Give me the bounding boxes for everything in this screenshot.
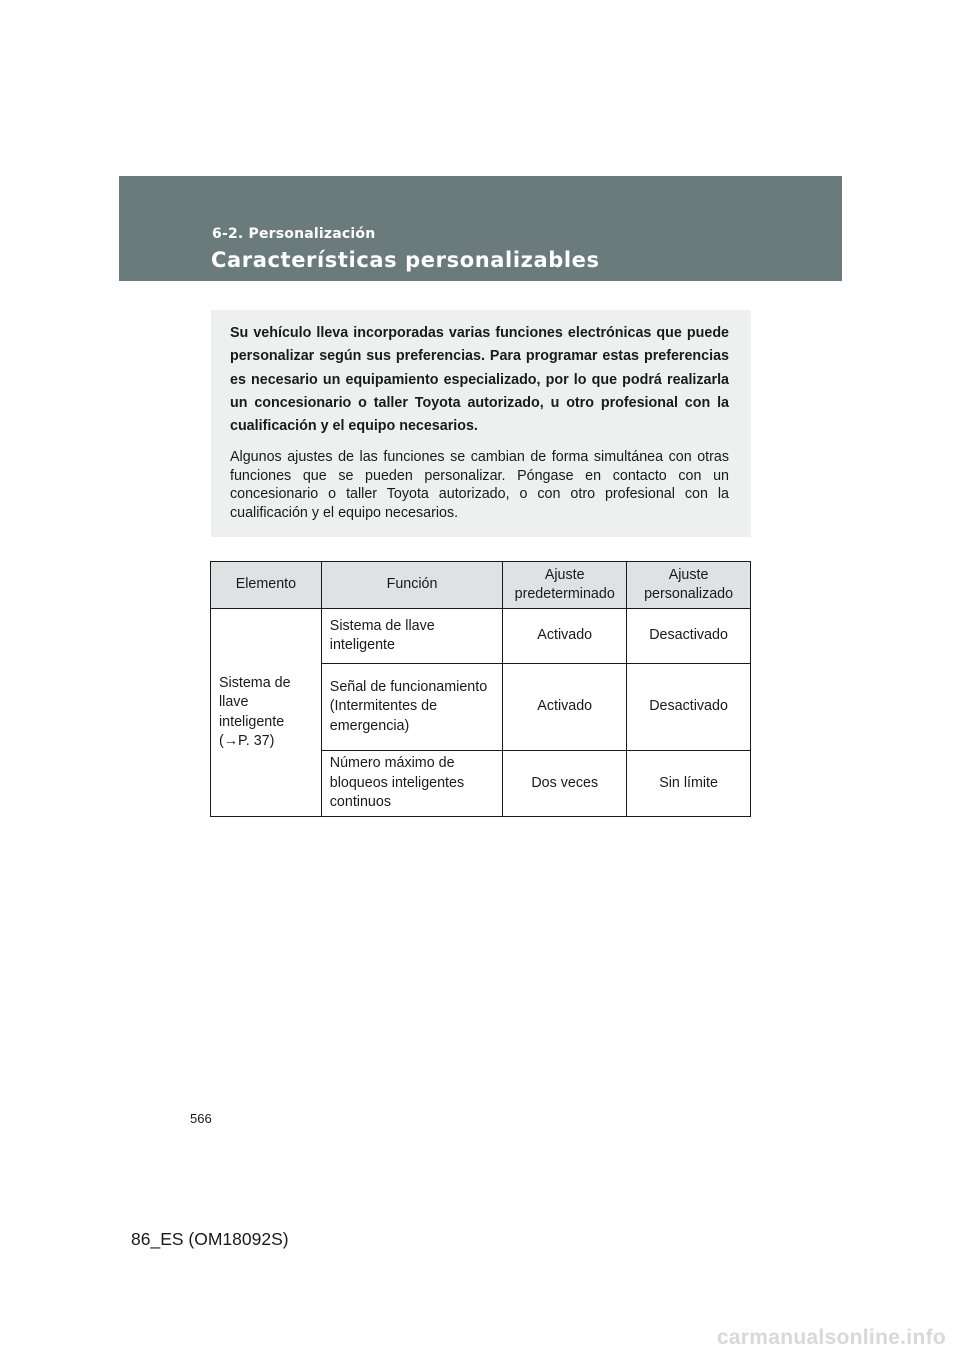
intro-box — [211, 310, 751, 537]
document-code: 86_ES (OM18092S) — [131, 1229, 289, 1249]
function-cell: Sistema de llave inteligente — [321, 609, 503, 664]
page-title: Características personalizables — [211, 248, 600, 272]
page-number: 566 — [190, 1111, 212, 1126]
watermark: carmanualsonline.info — [716, 1326, 946, 1349]
customization-table — [210, 561, 751, 817]
header-element: Elemento — [211, 562, 322, 609]
table-row — [211, 609, 751, 664]
default-setting-cell: Activado — [503, 664, 627, 751]
default-setting-cell: Dos veces — [503, 751, 627, 817]
header-default-setting: Ajuste predeterminado — [503, 562, 627, 609]
header-custom-setting: Ajuste personalizado — [627, 562, 751, 609]
default-setting-cell: Activado — [503, 609, 627, 664]
element-name: Sistema de llave inteligente — [219, 674, 291, 730]
function-cell: Señal de funcionamiento (Intermitentes de emergencia) — [321, 664, 503, 751]
custom-setting-cell: Sin límite — [627, 751, 751, 817]
function-cell: Número máximo de bloqueos inteligentes continuos — [321, 751, 503, 817]
intro-normal-paragraph: Algunos ajustes de las funciones se cambian de forma simultánea con otras funciones que se pueden personalizar. Póngase en contacto con un concesionario o taller Toyota autorizado, o con otro profesional con la cualificación y el equipo necesarios. — [230, 449, 729, 521]
custom-setting-cell: Desactivado — [627, 664, 751, 751]
header-function: Función — [321, 562, 503, 609]
element-cell — [211, 609, 322, 817]
table-header-row — [211, 562, 751, 609]
section-label: 6-2. Personalización — [212, 226, 376, 242]
page-reference: (→P. 37) — [219, 733, 275, 749]
intro-bold-paragraph: Su vehículo lleva incorporadas varias funciones electrónicas que puede personalizar según sus preferencias. Para programar estas preferencias es necesario un equipamiento especializado, por lo que podrá realizarla un concesionario o taller Toyota autorizado, u otro profesional con la cualificación y el equipo necesarios. — [230, 325, 729, 435]
custom-setting-cell: Desactivado — [627, 609, 751, 664]
